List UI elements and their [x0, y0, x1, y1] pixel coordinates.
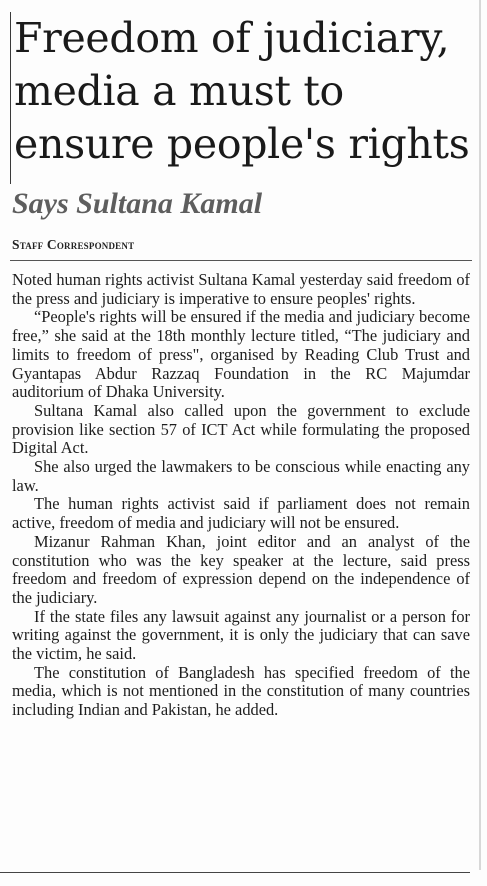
- headline-line: media a must to: [14, 67, 344, 115]
- headline-line: Freedom of judiciary,: [14, 14, 450, 62]
- headline-line: ensure people's rights: [14, 120, 470, 168]
- byline: Staff Correspondent: [12, 237, 135, 252]
- article-paragraph: Noted human rights activist Sultana Kamal yesterday said freedom of the press and judiciary is imperative to ensure peoples' rights.: [12, 270, 470, 308]
- article-paragraph: “People's rights will be ensured if the media and judiciary become free,” she said at the 18th monthly lecture titled, “The judiciary and limits to freedom of press", organised by Reading Club Trust and Gyantapas Abdur Razzaq Foundation in the RC Majumdar auditorium of Dhaka University.: [12, 307, 470, 402]
- byline-divider: [10, 260, 472, 261]
- article-paragraph: If the state files any lawsuit against any journalist or a person for writing against the government, it is only the judiciary that can save the victim, he said.: [12, 606, 470, 664]
- headline: [14, 12, 480, 171]
- subheadline: Says Sultana Kamal: [12, 187, 263, 220]
- headline-left-rule: [10, 12, 11, 184]
- article-paragraph: The constitution of Bangladesh has specified freedom of the media, which is not mentioned in the constitution of many countries including Indian and Pakistan, he added.: [12, 662, 470, 720]
- article-paragraph: Sultana Kamal also called upon the government to exclude provision like section 57 of ICT Act while formulating the proposed Digital Act.: [12, 400, 470, 458]
- article-paragraph: She also urged the lawmakers to be conscious while enacting any law.: [12, 457, 470, 495]
- bottom-divider: [0, 872, 470, 873]
- article-paragraph: Mizanur Rahman Khan, joint editor and an analyst of the constitution who was the key speaker at the lecture, said press freedom and freedom of expression depend on the independence of the judiciary.: [12, 531, 470, 607]
- article-paragraph: The human rights activist said if parliament does not remain active, freedom of media and judiciary will not be ensured.: [12, 494, 470, 533]
- article-body: [12, 271, 470, 720]
